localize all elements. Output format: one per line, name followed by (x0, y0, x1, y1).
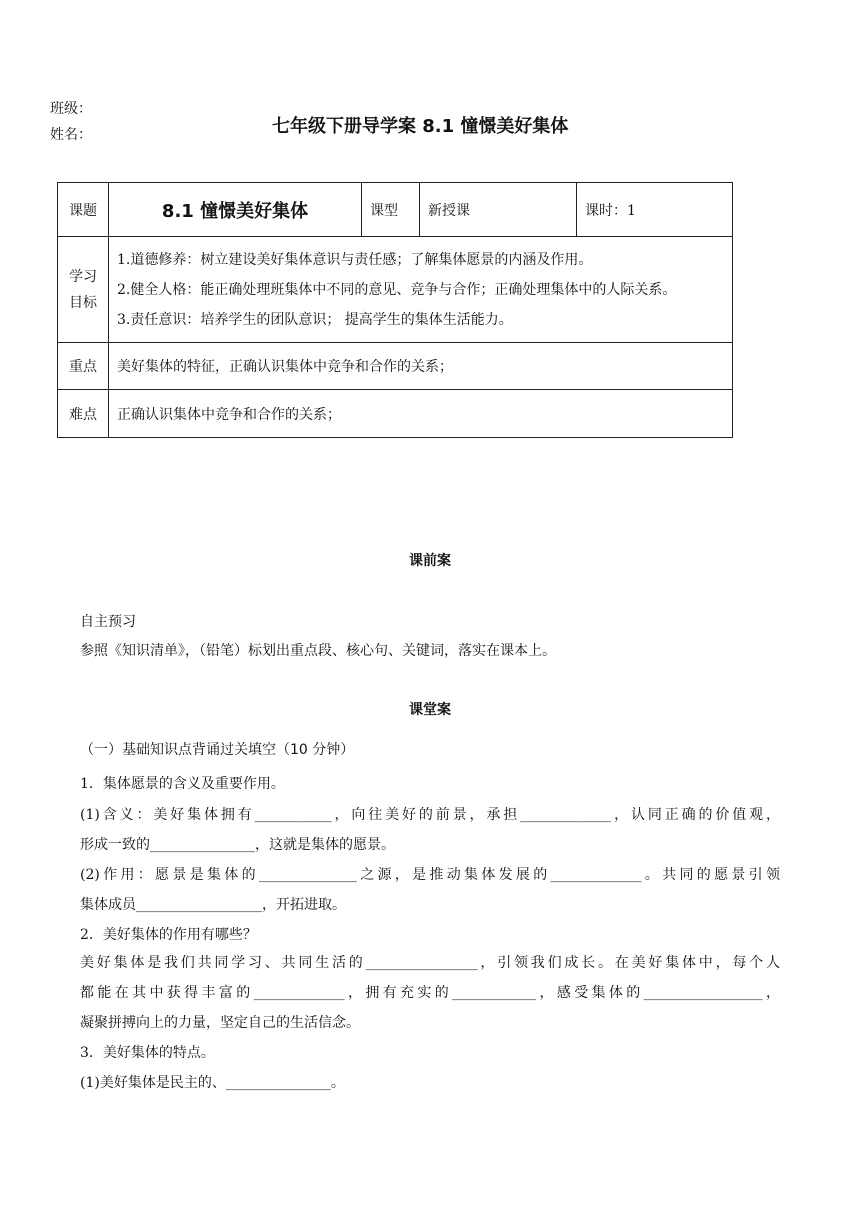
fill-line: 都能在其中获得丰富的_____________，拥有充实的____________，感受集体的_________________， (80, 985, 780, 1001)
hours-value: 课时：1 (577, 183, 733, 237)
type-label: 课型 (362, 183, 420, 237)
goals-row (58, 237, 733, 343)
goal-item: 1.道德修养：树立建设美好集体意识与责任感；了解集体愿景的内涵及作用。 (117, 251, 593, 268)
lesson-info-table (57, 182, 733, 438)
goals-label-line-1: 学习 (69, 268, 97, 285)
in-class-heading: 课堂案 (409, 702, 451, 718)
self-study-instruction: 参照《知识清单》，（铅笔）标划出重点段、核心句、关键词，落实在课本上。 (80, 643, 556, 659)
name-label: 姓名： (50, 127, 92, 143)
document-title: 七年级下册导学案 8.1 憧憬美好集体 (272, 116, 569, 137)
self-study-heading: 自主预习 (80, 614, 136, 630)
goals-label (58, 237, 109, 343)
key-point-label: 重点 (58, 343, 109, 390)
type-value: 新授课 (420, 183, 577, 237)
question-2: 2．美好集体的作用有哪些？ (80, 927, 257, 943)
class-label: 班级： (50, 101, 92, 117)
topic-row (58, 183, 733, 237)
difficult-point-label: 难点 (58, 390, 109, 438)
fill-line: (1)美好集体是民主的、_______________。 (80, 1075, 345, 1091)
fill-line: 形成一致的_______________，这就是集体的愿景。 (80, 837, 395, 853)
part-one-title: （一）基础知识点背诵过关填空（10 分钟） (80, 742, 355, 758)
goal-item: 3.责任意识：培养学生的团队意识； 提高学生的集体生活能力。 (117, 311, 513, 328)
topic-value (109, 183, 362, 237)
fill-line: (2)作用：愿景是集体的______________之源，是推动集体发展的_____________。共同的愿景引领 (80, 867, 780, 883)
key-point-value: 美好集体的特征，正确认识集体中竞争和合作的关系； (109, 343, 733, 390)
goal-item: 2.健全人格：能正确处理班集体中不同的意见、竞争与合作；正确处理集体中的人际关系。 (117, 281, 677, 298)
pre-class-heading: 课前案 (409, 553, 451, 569)
goals-label-line-2: 目标 (69, 294, 97, 311)
fill-line: 凝聚拼搏向上的力量，坚定自己的生活信念。 (80, 1015, 360, 1031)
difficult-point-value: 正确认识集体中竞争和合作的关系； (109, 390, 733, 438)
topic-label: 课题 (58, 183, 109, 237)
goals-content (109, 237, 733, 343)
difficult-point-row (58, 390, 733, 438)
key-point-row (58, 343, 733, 390)
fill-line: (1)含义：美好集体拥有___________，向往美好的前景，承担_____________，认同正确的价值观， (80, 807, 780, 823)
fill-line: 集体成员__________________，开拓进取。 (80, 897, 346, 913)
question-3: 3．美好集体的特点。 (80, 1045, 215, 1061)
question-1: 1．集体愿景的含义及重要作用。 (80, 776, 285, 792)
lesson-title: 8.1 憧憬美好集体 (161, 200, 309, 222)
fill-line: 美好集体是我们共同学习、共同生活的________________，引领我们成长。在美好集体中，每个人 (80, 955, 780, 971)
